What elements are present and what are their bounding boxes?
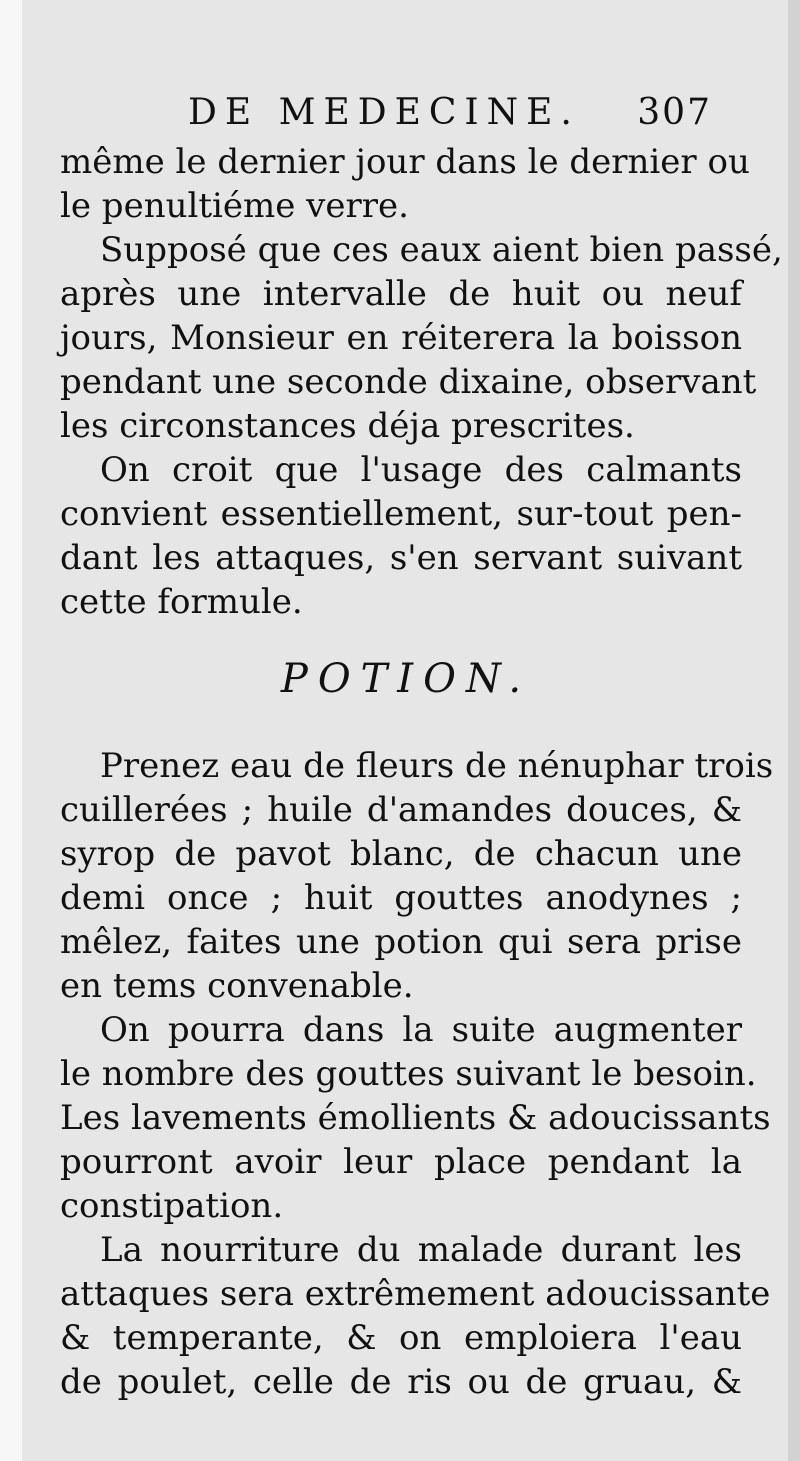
paragraph-4 (60, 744, 774, 1008)
text-line: attaques sera extrêmement adoucissante (60, 1274, 771, 1314)
text-line: les circonstances déja prescrites. (60, 406, 635, 446)
text-line: même le dernier jour dans le dernier ou (60, 142, 750, 182)
section-heading: POTION. (280, 656, 532, 702)
paragraph-5 (60, 1008, 771, 1228)
page-text (60, 92, 783, 1404)
text-line: demi once ; huit gouttes anodynes ; (60, 878, 742, 918)
page-number: 307 (637, 92, 712, 133)
paragraph-3 (60, 448, 742, 624)
text-line: jours, Monsieur en réiterera la boisson (60, 318, 742, 358)
text-line: après une intervalle de huit ou neuf (60, 274, 742, 314)
running-title: DE MEDECINE. (188, 92, 580, 133)
text-line: La nourriture du malade durant les (100, 1230, 742, 1270)
text-line: pendant une seconde dixaine, observant (60, 362, 757, 402)
paragraph-6 (60, 1228, 771, 1404)
page-edge-shadow (788, 0, 800, 1461)
text-line: cette formule. (60, 582, 303, 622)
paragraph-2 (60, 228, 783, 448)
text-line: cuillerées ; huile d'amandes douces, & (60, 790, 742, 830)
paragraph-1 (60, 140, 750, 228)
text-line: Prenez eau de fleurs de nénuphar trois (100, 746, 774, 786)
text-line: On pourra dans la suite augmenter (100, 1010, 742, 1050)
text-line: mêlez, faites une potion qui sera prise (60, 922, 742, 962)
text-line: le penultiéme verre. (60, 186, 409, 226)
text-line: On croit que l'usage des calmants (100, 450, 742, 490)
text-line: le nombre des gouttes suivant le besoin. (60, 1054, 757, 1094)
text-line: constipation. (60, 1186, 284, 1226)
text-line: & temperante, & on emploiera l'eau (60, 1318, 742, 1358)
text-line: Supposé que ces eaux aient bien passé, (100, 230, 783, 270)
text-line: dant les attaques, s'en servant suivant (60, 538, 742, 578)
text-line: en tems convenable. (60, 966, 414, 1006)
text-line: convient essentiellement, sur-tout pen- (60, 494, 742, 534)
page-gutter (0, 0, 22, 1461)
text-line: Les lavements émollients & adoucissants (60, 1098, 771, 1138)
text-line: syrop de pavot blanc, de chacun une (60, 834, 742, 874)
text-line: pourront avoir leur place pendant la (60, 1142, 742, 1182)
text-line: de poulet, celle de ris ou de gruau, & (60, 1362, 742, 1402)
running-header (60, 92, 742, 140)
